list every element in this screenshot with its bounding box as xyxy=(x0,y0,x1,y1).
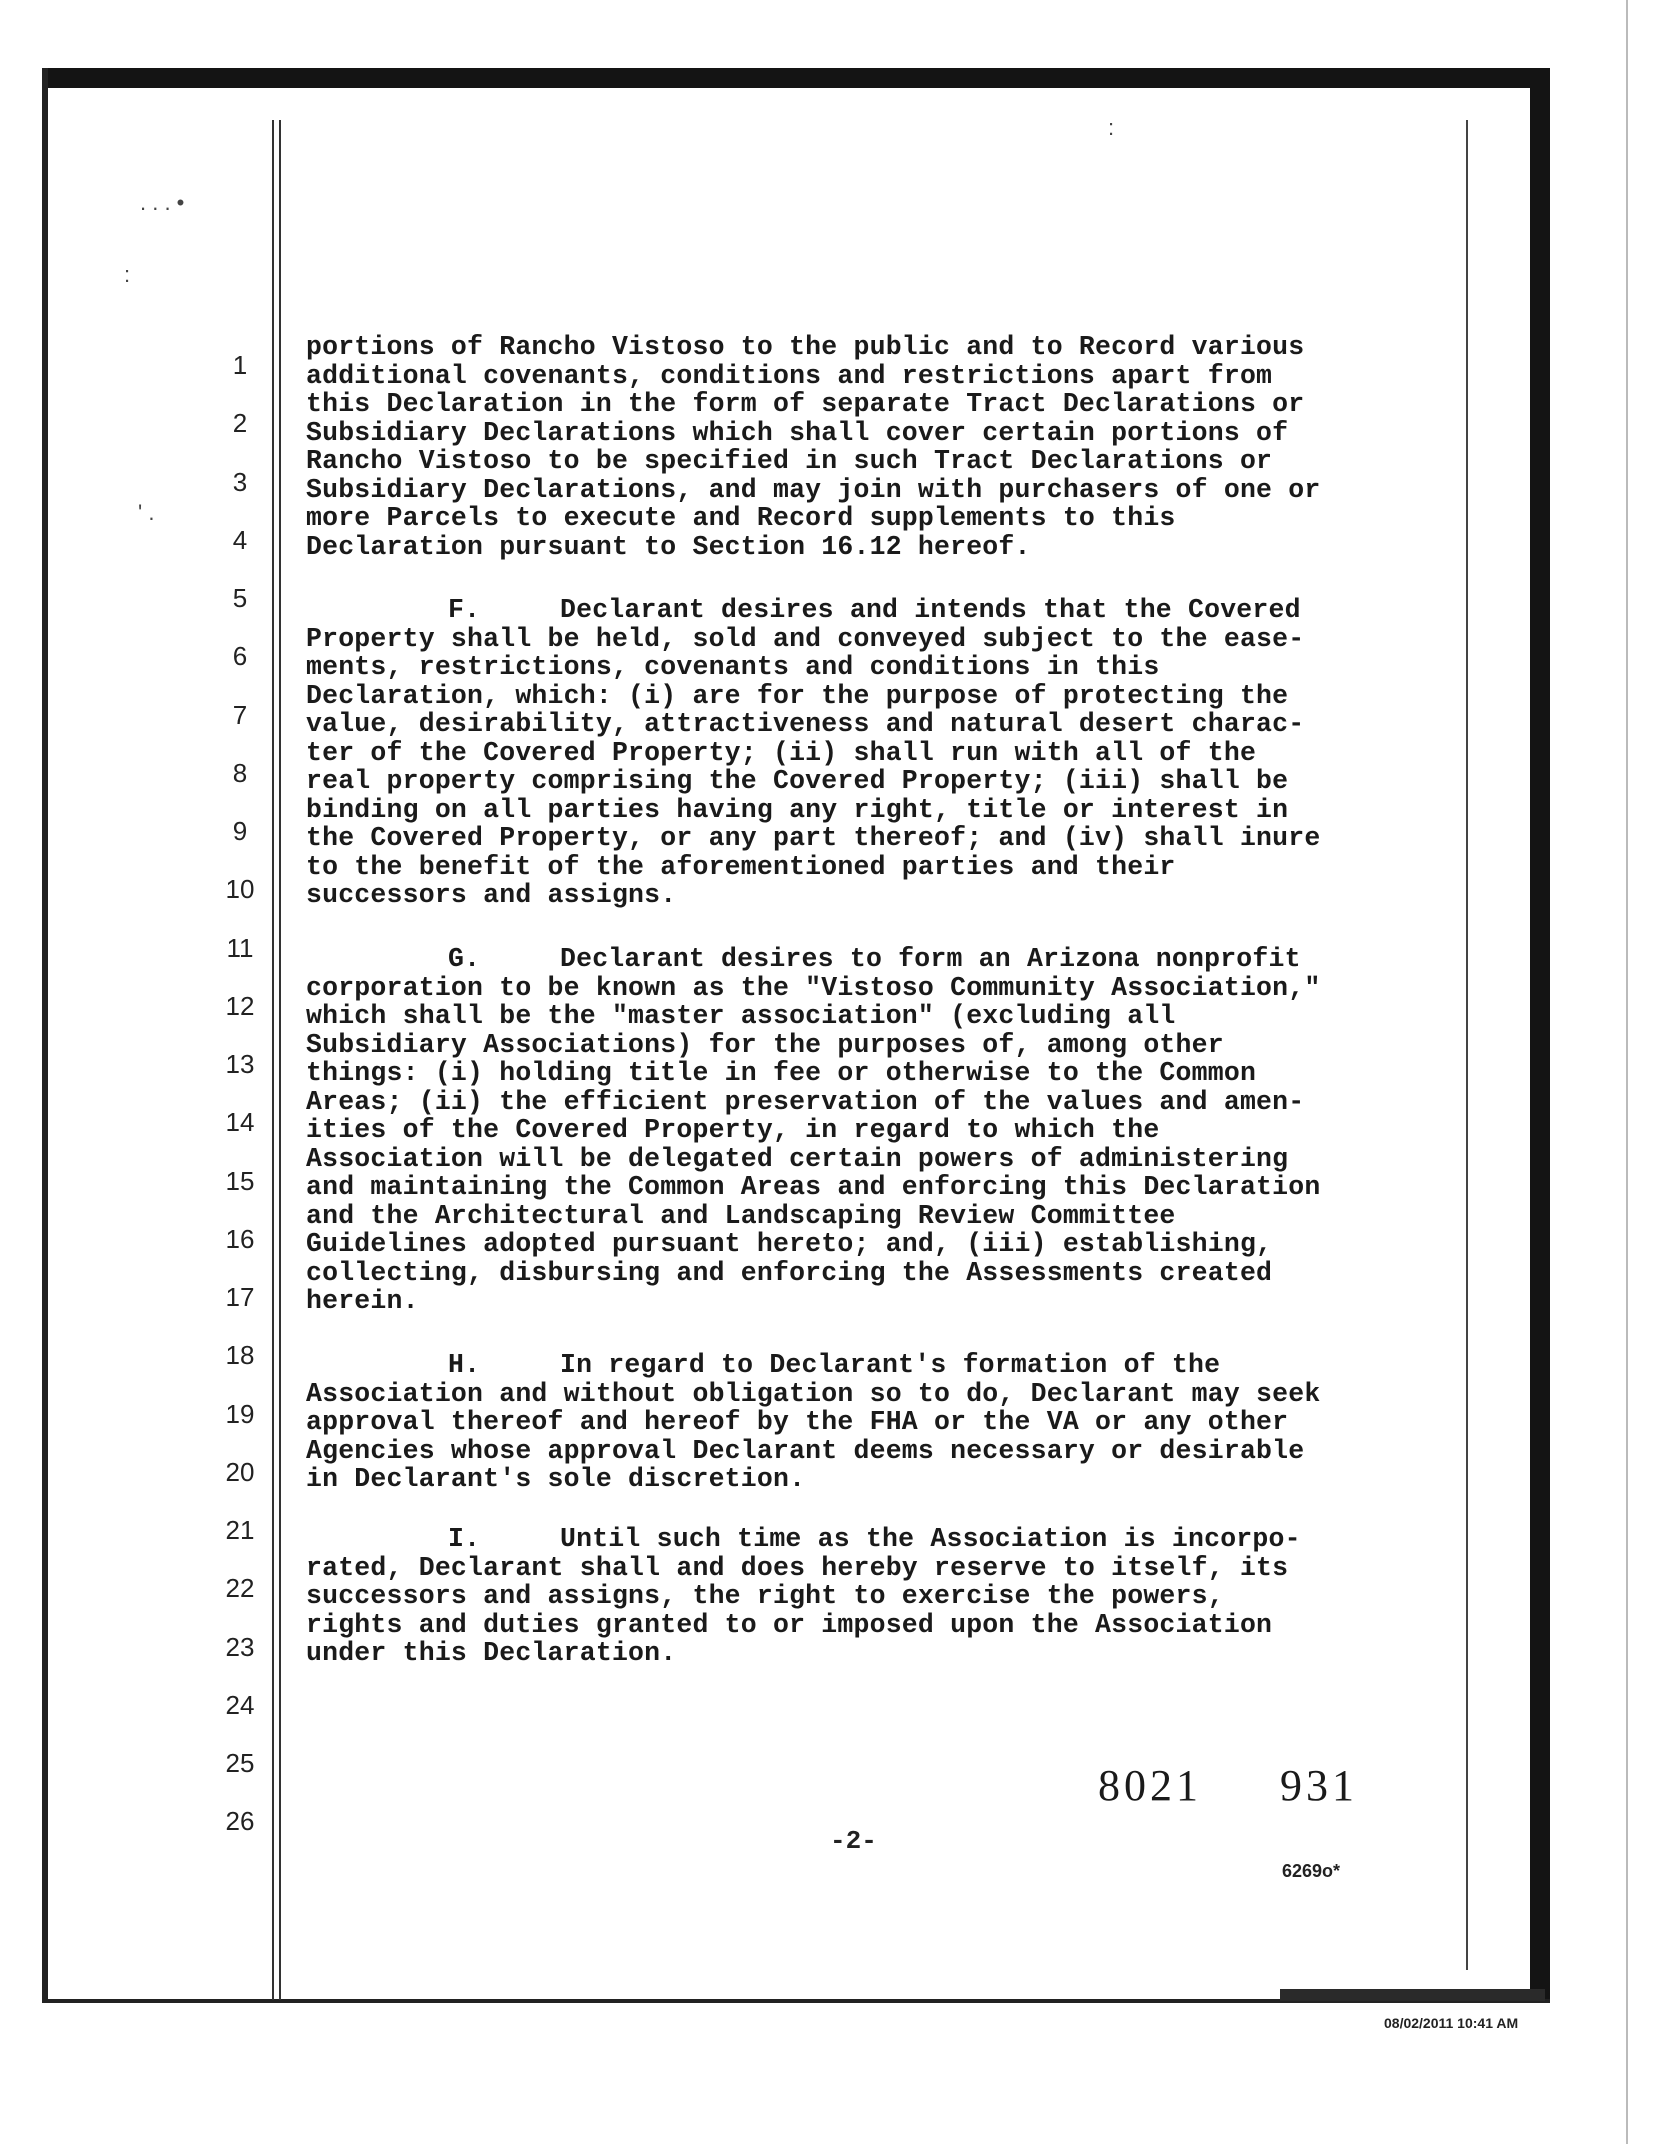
paragraph-first-line xyxy=(306,596,1426,625)
page-left-border xyxy=(42,68,48,2003)
paragraph-first-line xyxy=(306,945,1426,974)
paragraph-lead-text: In regard to Declarant's formation of the xyxy=(560,1350,1221,1380)
paragraph-first-line xyxy=(306,1351,1426,1380)
right-margin-rule xyxy=(1466,120,1468,1970)
line-number: 25 xyxy=(225,1748,255,1778)
line-number: 18 xyxy=(225,1340,255,1370)
line-number: 23 xyxy=(225,1632,255,1662)
text-line: approval thereof and hereof by the FHA or the VA or any other xyxy=(306,1407,1289,1437)
form-code: 6269o* xyxy=(1282,1861,1341,1881)
text-line: things: (i) holding title in fee or otherwise to the Common xyxy=(306,1058,1257,1088)
text-line: collecting, disbursing and enforcing the Assessments created xyxy=(306,1257,1273,1288)
text-line: Association and without obligation so to do, Declarant may seek xyxy=(306,1378,1321,1409)
line-number: 13 xyxy=(225,1049,255,1079)
paragraph-letter: H. xyxy=(448,1350,481,1380)
recording-page-number: 931 xyxy=(1280,1761,1358,1810)
text-line: more Parcels to execute and Record supplements to this xyxy=(306,503,1176,533)
paragraph-lead-text: Declarant desires to form an Arizona nonprofit xyxy=(560,944,1301,974)
text-line: Subsidiary Associations) for the purposes of, among other xyxy=(306,1029,1224,1060)
text-line: binding on all parties having any right, title or interest in xyxy=(306,794,1289,825)
line-number: 7 xyxy=(232,700,248,730)
text-line: rated, Declarant shall and does hereby reserve to itself, its xyxy=(306,1552,1289,1583)
paragraph-first-line xyxy=(306,1525,1426,1554)
paragraph-letter: I. xyxy=(448,1524,481,1554)
scan-speck: . . . • xyxy=(140,190,185,215)
line-number: 14 xyxy=(225,1107,255,1137)
text-line: this Declaration in the form of separate Tract Declarations or xyxy=(306,389,1305,419)
text-line: value, desirability, attractiveness and natural desert charac- xyxy=(306,709,1305,739)
text-line: and maintaining the Common Areas and enforcing this Declaration xyxy=(306,1172,1321,1202)
line-number: 16 xyxy=(225,1224,255,1254)
recording-book-number: 8021 xyxy=(1098,1761,1202,1810)
text-line: portions of Rancho Vistoso to the public and to Record various xyxy=(306,332,1305,362)
text-line: herein. xyxy=(306,1286,419,1316)
text-line: Subsidiary Declarations which shall cover certain portions of xyxy=(306,417,1289,448)
page-right-border xyxy=(1530,68,1550,2003)
text-line: successors and assigns, the right to exercise the powers, xyxy=(306,1581,1224,1611)
paragraph-h xyxy=(306,1351,1426,1494)
line-number: 26 xyxy=(225,1806,255,1836)
text-line: additional covenants, conditions and restrictions apart from xyxy=(306,360,1273,391)
paragraph-g xyxy=(306,945,1426,1316)
scan-speck: : xyxy=(124,262,131,287)
scan-speck: ' . xyxy=(138,500,155,525)
line-number: 12 xyxy=(225,991,255,1021)
line-number: 19 xyxy=(225,1399,255,1429)
text-line: rights and duties granted to or imposed upon the Association xyxy=(306,1609,1273,1640)
line-number: 20 xyxy=(225,1457,255,1487)
scan-edge-line xyxy=(1626,0,1628,2144)
line-number: 17 xyxy=(225,1282,255,1312)
paragraph-letter: F. xyxy=(448,595,481,625)
text-line: to the benefit of the aforementioned parties and their xyxy=(306,851,1176,882)
line-number: 6 xyxy=(232,641,248,671)
text-line: Property shall be held, sold and conveyed subject to the ease- xyxy=(306,623,1305,654)
line-number: 15 xyxy=(225,1166,255,1196)
line-number: 2 xyxy=(232,408,248,438)
text-line: Guidelines adopted pursuant hereto; and, (iii) establishing, xyxy=(306,1229,1273,1259)
text-line: ities of the Covered Property, in regard to which the xyxy=(306,1115,1160,1145)
text-line: Rancho Vistoso to be specified in such Tract Declarations or xyxy=(306,446,1273,476)
text-line: real property comprising the Covered Property; (iii) shall be xyxy=(306,766,1289,796)
text-line: successors and assigns. xyxy=(306,880,677,910)
scan-speck: : xyxy=(1108,115,1115,140)
text-line: Association will be delegated certain powers of administering xyxy=(306,1143,1289,1174)
text-line: Declaration, which: (i) are for the purpose of protecting the xyxy=(306,680,1289,711)
page-footer-smudge xyxy=(1280,1989,1545,2001)
line-number: 24 xyxy=(225,1690,255,1720)
paragraph-e-continuation xyxy=(306,333,1426,561)
line-number: 11 xyxy=(226,933,254,963)
paragraph-lead-text: Declarant desires and intends that the Covered xyxy=(560,595,1301,625)
text-line: Agencies whose approval Declarant deems necessary or desirable xyxy=(306,1435,1305,1466)
text-line: and the Architectural and Landscaping Review Committee xyxy=(306,1200,1176,1231)
line-number: 9 xyxy=(232,816,248,846)
left-margin-rule xyxy=(272,120,274,2000)
text-line: in Declarant's sole discretion. xyxy=(306,1464,806,1494)
line-number: 3 xyxy=(232,467,248,497)
text-line: ter of the Covered Property; (ii) shall run with all of the xyxy=(306,737,1257,768)
line-number: 8 xyxy=(232,758,248,788)
line-number: 4 xyxy=(232,525,248,555)
paragraph-letter: G. xyxy=(448,944,481,974)
text-line: under this Declaration. xyxy=(306,1638,677,1668)
text-line: the Covered Property, or any part thereof; and (iv) shall inure xyxy=(306,823,1321,853)
text-line: Areas; (ii) the efficient preservation of the values and amen- xyxy=(306,1086,1305,1117)
line-number: 10 xyxy=(225,874,255,904)
page-number: -2- xyxy=(830,1826,877,1856)
text-line: Subsidiary Declarations, and may join with purchasers of one or xyxy=(306,474,1321,505)
page-top-border xyxy=(42,68,1550,88)
paragraph-lead-text: Until such time as the Association is incorpo- xyxy=(560,1524,1301,1554)
text-line: Declaration pursuant to Section 16.12 hereof. xyxy=(306,531,1031,562)
paragraph-f xyxy=(306,596,1426,910)
text-line: ments, restrictions, covenants and conditions in this xyxy=(306,652,1160,682)
print-timestamp: 08/02/2011 10:41 AM xyxy=(1384,2015,1519,2031)
paragraph-i xyxy=(306,1525,1426,1668)
text-line: which shall be the "master association" (excluding all xyxy=(306,1001,1176,1031)
line-number: 22 xyxy=(225,1573,255,1603)
line-number: 21 xyxy=(225,1515,255,1545)
left-margin-rule-inner xyxy=(279,120,281,2000)
text-line: corporation to be known as the "Vistoso Community Association," xyxy=(306,972,1321,1003)
line-number: 1 xyxy=(232,350,248,380)
line-number: 5 xyxy=(232,583,248,613)
